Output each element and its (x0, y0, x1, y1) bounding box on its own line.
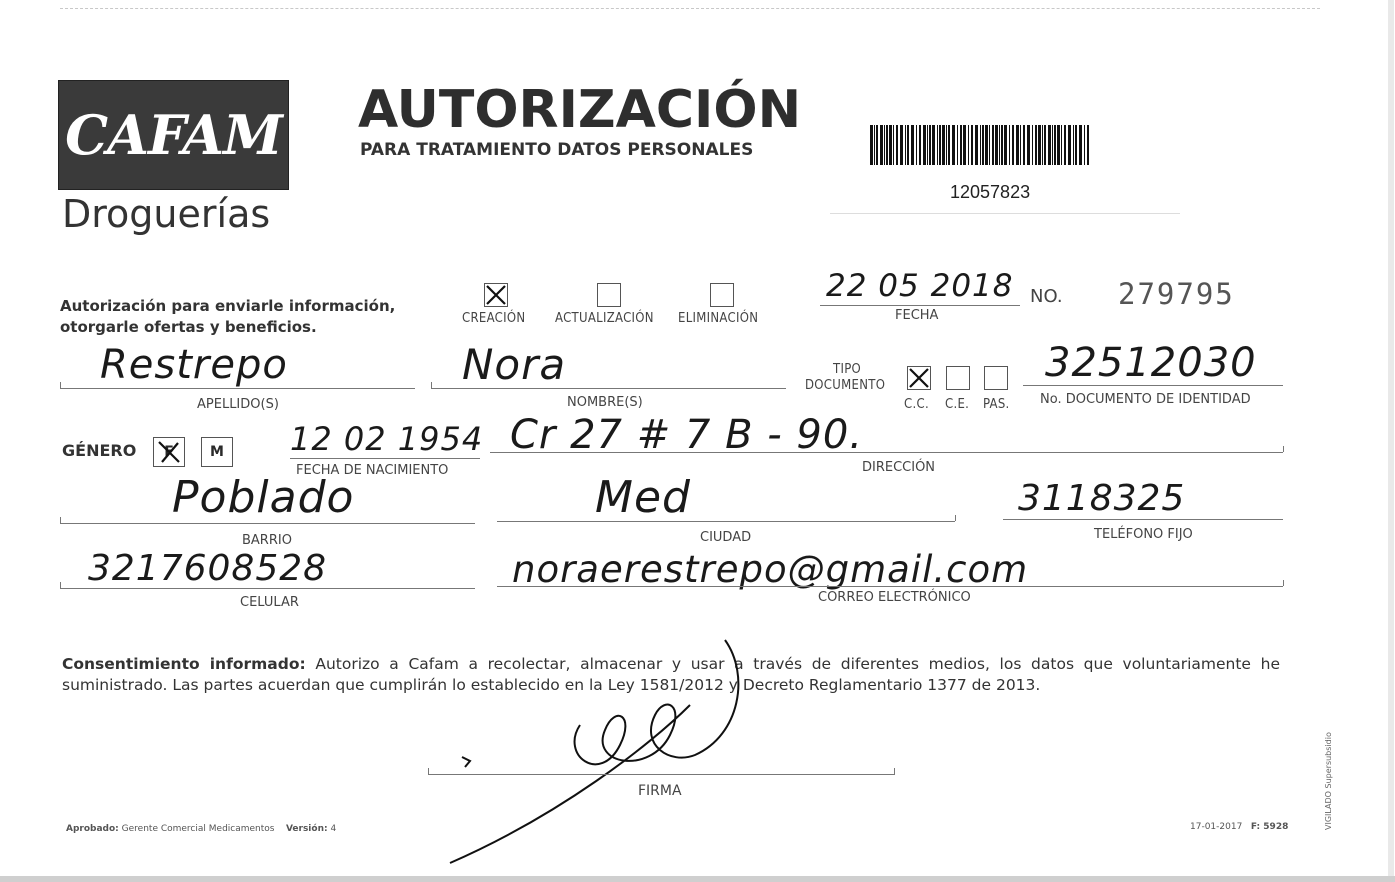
cc-label: C.C. (904, 397, 929, 412)
apellidos-value[interactable]: Restrepo (100, 342, 288, 388)
celular-label: CELULAR (240, 595, 299, 610)
telefono-fijo-label: TELÉFONO FIJO (1094, 527, 1193, 542)
firma-tick-right (894, 768, 895, 774)
pas-checkbox[interactable] (984, 366, 1008, 390)
page-subtitle: PARA TRATAMIENTO DATOS PERSONALES (360, 140, 754, 160)
genero-f-checkbox[interactable] (153, 437, 185, 467)
fecha-nacimiento-line (290, 458, 480, 459)
genero-label: GÉNERO (62, 441, 137, 460)
ce-label: C.E. (945, 397, 970, 412)
signature-drawing[interactable] (440, 635, 760, 870)
apellidos-line (60, 388, 415, 389)
barcode-bar (971, 125, 973, 165)
eliminacion-checkbox[interactable] (710, 283, 734, 307)
barcode-bar (1064, 125, 1066, 165)
fecha-nacimiento-label: FECHA DE NACIMIENTO (296, 463, 449, 478)
fecha-value[interactable]: 22 05 2018 (826, 268, 1014, 304)
barcode-bar (893, 125, 894, 165)
apellidos-tick (60, 382, 61, 388)
scan-right-edge (1388, 0, 1394, 882)
ciudad-tick (955, 515, 956, 521)
barcode-bar (946, 125, 947, 165)
nombres-tick (431, 382, 432, 388)
check-x-icon (156, 440, 182, 464)
brand-subtitle: Droguerías (62, 192, 271, 236)
fecha-line (820, 305, 1020, 306)
barcode-bar (880, 125, 883, 165)
creacion-label: CREACIÓN (462, 311, 526, 326)
barcode-bar (963, 125, 966, 165)
ce-checkbox[interactable] (946, 366, 970, 390)
barcode-bar (1052, 125, 1053, 165)
creacion-checkbox[interactable] (484, 283, 508, 307)
barcode-bar (1087, 125, 1089, 165)
firma-line (428, 774, 895, 775)
barcode-bar (886, 125, 888, 165)
barrio-value[interactable]: Poblado (172, 472, 355, 523)
direccion-value[interactable]: Cr 27 # 7 B - 90. (510, 412, 864, 458)
barcode-bar (929, 125, 931, 165)
barcode-bar (927, 125, 928, 165)
genero-m-checkbox[interactable] (201, 437, 233, 467)
barcode-bar (907, 125, 909, 165)
barcode-bar (1035, 125, 1037, 165)
apellidos-label: APELLIDO(S) (197, 397, 279, 412)
barcode-bar (948, 125, 950, 165)
eliminacion-label: ELIMINACIÓN (678, 311, 759, 326)
barcode-bar (952, 125, 955, 165)
barcode-bar (995, 125, 998, 165)
form-number: 279795 (1118, 277, 1235, 311)
celular-line (60, 588, 475, 589)
correo-line (497, 586, 1283, 587)
footer-codes (1190, 822, 1288, 832)
authorization-line-1: Autorización para enviarle información, (60, 297, 396, 315)
barcode-bar (870, 125, 873, 165)
barcode-bar (1057, 125, 1060, 165)
consent-body: Autorizo a Cafam a recolectar, almacenar y usar a través de diferentes medios, los datos que voluntariamente he suministrado. Las partes acuerdan que cumplirán lo establecido en la Ley 1581/2012 y Decreto Reglamentario 1377 de 2013. (62, 655, 1280, 694)
authorization-text (60, 296, 395, 338)
barrio-line (60, 523, 475, 524)
approved-label: Aprobado: (66, 824, 119, 834)
nombres-value[interactable]: Nora (462, 340, 567, 389)
barcode-bar (911, 125, 914, 165)
barcode-bar (876, 125, 878, 165)
barcode-bar (1038, 125, 1041, 165)
barcode-bar (1001, 125, 1003, 165)
correo-tick (1283, 580, 1284, 586)
check-x-icon (485, 284, 507, 306)
firma-tick-left (428, 768, 429, 774)
barcode-bar (937, 125, 938, 165)
firma-label: FIRMA (638, 783, 682, 799)
correo-label: CORREO ELECTRÓNICO (818, 590, 971, 605)
approved-value: Gerente Comercial Medicamentos (121, 824, 275, 834)
barcode-bar (999, 125, 1000, 165)
barcode-bar (942, 125, 945, 165)
footer-approved (66, 824, 336, 834)
celular-value[interactable]: 3217608528 (88, 548, 328, 589)
cafam-logo (58, 80, 289, 190)
direccion-line (490, 452, 1283, 453)
form-code: F: 5928 (1250, 822, 1289, 832)
celular-tick (60, 582, 61, 588)
nombres-line (431, 388, 786, 389)
genero-m-text: M (210, 444, 224, 460)
nombres-label: NOMBRE(S) (567, 395, 643, 410)
barcode-bar (1073, 125, 1074, 165)
barcode-bar (975, 125, 978, 165)
barcode-bar (884, 125, 885, 165)
barcode-bar (919, 125, 921, 165)
barcode-bar (1023, 125, 1025, 165)
barcode-bar (932, 125, 935, 165)
barcode-bar (1009, 125, 1010, 165)
barcode-bar (980, 125, 981, 165)
barcode-bar (1027, 125, 1030, 165)
ciudad-label: CIUDAD (700, 530, 752, 545)
fecha-nacimiento-value[interactable]: 12 02 1954 (290, 420, 484, 458)
barcode-bar (1044, 125, 1046, 165)
scan-bottom-edge (0, 876, 1395, 882)
barcode-bar (1016, 125, 1019, 165)
barrio-label: BARRIO (242, 533, 292, 548)
barcode-bar (889, 125, 892, 165)
barcode-bar (1079, 125, 1082, 165)
actualizacion-checkbox[interactable] (597, 283, 621, 307)
documento-label: No. DOCUMENTO DE IDENTIDAD (1040, 392, 1251, 407)
barcode-bar (896, 125, 898, 165)
barcode-bar (1004, 125, 1007, 165)
top-dashed-border (60, 8, 1320, 9)
barcode-bar (923, 125, 926, 165)
barcode-bar (1054, 125, 1056, 165)
barcode-bar (916, 125, 917, 165)
barcode-bar (992, 125, 994, 165)
barcode-bar (874, 125, 875, 165)
barcode-bar (957, 125, 958, 165)
barcode-bar (1012, 125, 1014, 165)
vigilado-vertical-text: VIGILADO Supersubsidio (1324, 732, 1333, 830)
ciudad-line (497, 521, 955, 522)
barcode-bar (1068, 125, 1071, 165)
genero-f-text: F (164, 444, 174, 460)
tipo-documento-label-2: DOCUMENTO (805, 378, 886, 393)
telefono-fijo-line (1003, 519, 1283, 520)
barcode-bar (982, 125, 984, 165)
barcode-bar (989, 125, 990, 165)
page-title: AUTORIZACIÓN (358, 80, 802, 140)
barcode-bar (1075, 125, 1077, 165)
authorization-line-2: otorgarle ofertas y beneficios. (60, 318, 317, 336)
cc-checkbox[interactable] (907, 366, 931, 390)
barcode-bar (1084, 125, 1085, 165)
version-label: Versión: (285, 824, 328, 834)
barrio-tick (60, 517, 61, 523)
documento-value[interactable]: 32512030 (1045, 340, 1257, 386)
barcode-bar (905, 125, 906, 165)
ciudad-value[interactable]: Med (595, 472, 691, 523)
pas-label: PAS. (983, 397, 1010, 412)
barcode (870, 125, 1090, 165)
documento-line (1023, 385, 1283, 386)
correo-value[interactable]: noraerestrepo@gmail.com (512, 548, 1029, 591)
barcode-number: 12057823 (950, 182, 1031, 202)
barcode-bar (1020, 125, 1021, 165)
tipo-documento-label-1: TIPO (833, 362, 862, 377)
barcode-bar (960, 125, 962, 165)
check-x-icon (908, 367, 930, 389)
barcode-bar (939, 125, 941, 165)
barcode-bar (1048, 125, 1051, 165)
fecha-label: FECHA (895, 308, 939, 323)
telefono-fijo-value[interactable]: 3118325 (1018, 478, 1186, 519)
barcode-bar (1061, 125, 1062, 165)
barcode-bar (1032, 125, 1033, 165)
barcode-bar (968, 125, 969, 165)
date-code: 17-01-2017 (1190, 822, 1243, 832)
direccion-tick (1283, 446, 1284, 452)
barcode-bar (900, 125, 903, 165)
version-value: 4 (330, 824, 337, 834)
logo-text: CAFAM (65, 103, 282, 167)
header-divider (830, 213, 1180, 214)
no-label: NO. (1030, 286, 1063, 307)
barcode-bar (985, 125, 988, 165)
actualizacion-label: ACTUALIZACIÓN (555, 311, 654, 326)
barcode-bar (1042, 125, 1043, 165)
direccion-label: DIRECCIÓN (862, 460, 936, 475)
consent-heading: Consentimiento informado: (62, 655, 306, 673)
